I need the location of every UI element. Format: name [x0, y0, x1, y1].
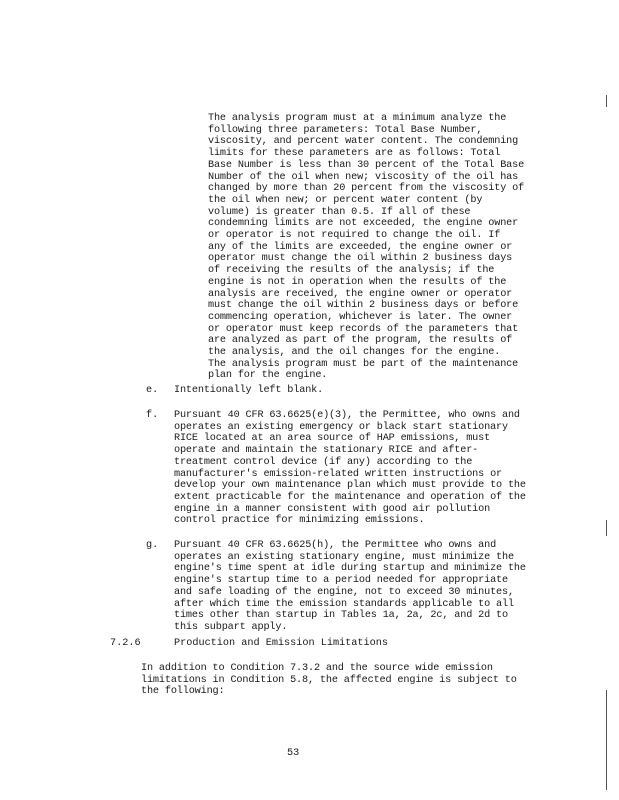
scan-edge-mark: [606, 95, 607, 107]
scan-edge-mark: [606, 690, 607, 790]
section-number: 7.2.6: [110, 638, 141, 649]
item-f-text: Pursuant 40 CFR 63.6625(e)(3), the Permittee, who owns and operates an existing emergency or black start stationary RICE located at an area source of HAP emissions, must operate and maintain the stationary RICE and after- treatment control device (if any) according to the manufacturer's emission-related written instructions or develop your own maintenance plan which must provide to the extent practicable for the maintenance and operation of the engine in a manner consistent with good air pollution control practice for minimizing emissions.: [174, 410, 526, 527]
scan-edge-mark: [606, 520, 607, 536]
item-g-text: Pursuant 40 CFR 63.6625(h), the Permittee who owns and operates an existing stationary engine, must minimize the engine's time spent at idle during startup and minimize the engine's startup time to a period needed for appropriate and safe loading of the engine, not to exceed 30 minutes, after which time the emission standards applicable to all times other than startup in Tables 1a, 2a, 2c, and 2d to this subpart apply.: [174, 540, 526, 633]
item-e-text: Intentionally left blank.: [174, 385, 324, 396]
section-paragraph: In addition to Condition 7.3.2 and the source wide emission limitations in Condition 5.8, the affected engine is subject to the following:: [141, 663, 517, 698]
analysis-program-paragraph: The analysis program must at a minimum analyze the following three parameters: Total Base Number, viscosity, and percent water content. The condemning limits for these parameters are as follows: Total Base Number is less than 30 percent of the Total Base Number of the oil when new; viscosity of the oil has changed by more than 20 percent from the viscosity of the oil when new; or percent water content (by volume) is greater than 0.5. If all of these condemning limits are not exceeded, the engine owner or operator is not required to change the oil. If any of the limits are exceeded, the engine owner or operator must change the oil within 2 business days of receiving the results of the analysis; if the engine is not in operation when the results of the analysis are received, the engine owner or operator must change the oil within 2 business days or before commencing operation, whichever is later. The owner or operator must keep records of the parameters that are analyzed as part of the program, the results of the analysis, and the oil changes for the engine. The analysis program must be part of the maintenance plan for the engine.: [208, 113, 525, 382]
item-g-label: g.: [146, 540, 159, 551]
section-title: Production and Emission Limitations: [174, 638, 388, 649]
page-number: 53: [287, 748, 300, 759]
item-e-label: e.: [146, 385, 159, 396]
item-f-label: f.: [146, 410, 159, 421]
